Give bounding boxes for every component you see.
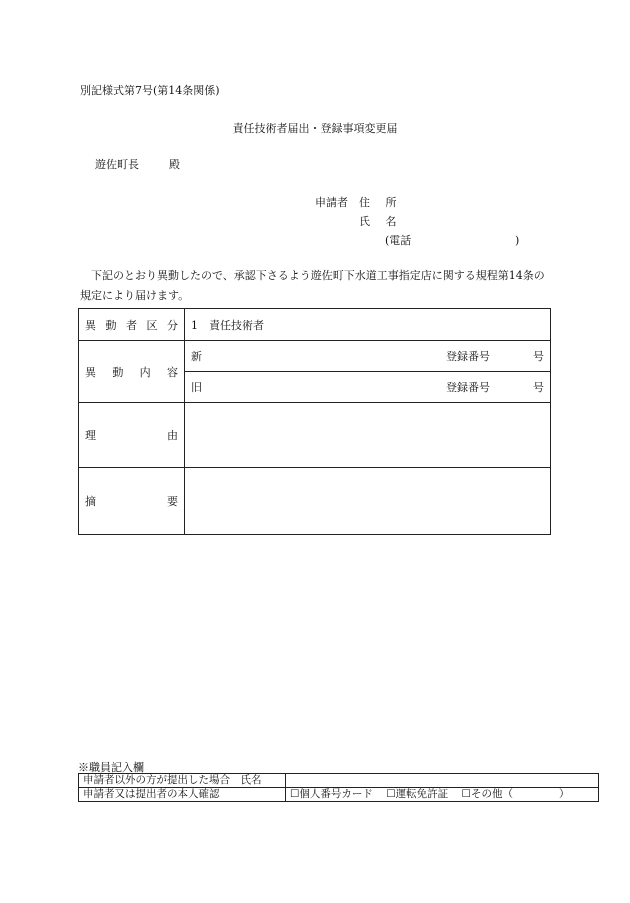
- summary-label: 摘 要: [79, 468, 185, 535]
- identity-check-label: 申請者又は提出者の本人確認: [79, 788, 286, 802]
- naiyo-label: 異 動 内 容: [79, 341, 185, 403]
- kubun-label: 異 動 者 区 分: [79, 309, 185, 341]
- address-label: 住 所: [359, 196, 403, 209]
- phone-label: (電話: [385, 234, 412, 247]
- table-row: [79, 309, 551, 341]
- honorific: 殿: [169, 158, 180, 171]
- applicant-label: 申請者: [315, 196, 348, 209]
- staff-use-table: [78, 773, 599, 802]
- staff-section-heading: ※職員記入欄: [78, 761, 144, 774]
- document-title: 責任技術者届出・登録事項変更届: [232, 122, 398, 135]
- reg-no-label: 登録番号: [446, 350, 490, 363]
- other-checkbox[interactable]: ☐その他（: [461, 788, 513, 800]
- new-label: 新: [191, 350, 202, 363]
- old-label: 旧: [191, 381, 202, 394]
- old-entry[interactable]: [185, 372, 551, 403]
- submitter-name-label: 申請者以外の方が提出した場合 氏名: [79, 774, 286, 788]
- summary-field[interactable]: [185, 468, 551, 535]
- table-row: [79, 788, 599, 802]
- reg-no-label: 登録番号: [446, 381, 490, 394]
- identity-check-options: [286, 788, 599, 802]
- mynumber-card-checkbox[interactable]: ☐個人番号カード: [290, 788, 373, 800]
- body-text: 下記のとおり異動したので、承認下さるよう遊佐町下水道工事指定店に関する規程第14条の規定により届けます。: [80, 269, 545, 302]
- addressee-name: 遊佐町長: [95, 158, 139, 171]
- other-close: ）: [558, 788, 570, 800]
- go-label: 号: [533, 381, 544, 394]
- table-row: [79, 774, 599, 788]
- table-row: [79, 341, 551, 372]
- go-label: 号: [533, 350, 544, 363]
- phone-close: ): [515, 234, 520, 247]
- form-id: 別記様式第7号(第14条関係): [80, 84, 220, 97]
- drivers-license-checkbox[interactable]: ☐運転免許証: [386, 788, 449, 800]
- submitter-name-field[interactable]: [286, 774, 599, 788]
- reason-field[interactable]: [185, 403, 551, 468]
- kubun-value[interactable]: 1 責任技術者: [185, 309, 551, 341]
- table-row: [79, 403, 551, 468]
- change-notification-table: [78, 308, 551, 535]
- reason-label: 理 由: [79, 403, 185, 468]
- new-entry[interactable]: [185, 341, 551, 372]
- addressee: [95, 156, 180, 172]
- table-row: [79, 468, 551, 535]
- name-label: 氏 名: [359, 215, 403, 228]
